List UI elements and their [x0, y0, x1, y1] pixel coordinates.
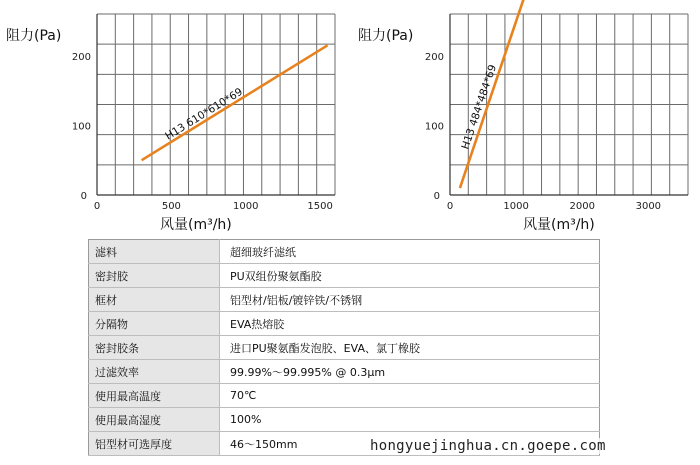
y-axis-title: 阻力(Pa)	[6, 28, 62, 44]
spec-label: 过滤效率	[89, 360, 220, 384]
spec-value: PU双组份聚氨酯胶	[220, 264, 600, 288]
x-tick-label: 500	[161, 201, 181, 212]
series-label: H13 484*484*69	[459, 63, 500, 151]
spec-row	[89, 288, 600, 312]
spec-label: 框材	[89, 288, 220, 312]
y-tick-label: 0	[433, 191, 440, 202]
spec-row	[89, 264, 600, 288]
x-tick-label: 0	[93, 201, 101, 212]
spec-label: 滤料	[89, 240, 220, 264]
spec-row	[89, 312, 600, 336]
x-tick-label: 1500	[307, 201, 333, 212]
series-line	[460, 0, 533, 188]
spec-value: 进口PU聚氨酯发泡胶、EVA、氯丁橡胶	[220, 336, 600, 360]
spec-label: 分隔物	[89, 312, 220, 336]
chart-2	[358, 0, 688, 233]
y-tick-label: 200	[424, 51, 444, 63]
x-axis-title: 风量(m³/h)	[523, 217, 595, 233]
x-tick-label: 1000	[233, 201, 259, 212]
site-watermark: hongyuejinghua.cn.goepe.com	[370, 438, 696, 454]
spec-value: EVA热熔胶	[220, 312, 600, 336]
spec-table-body	[89, 240, 600, 456]
spec-table	[88, 239, 600, 456]
x-tick-label: 3000	[635, 201, 662, 212]
x-tick-label: 0	[446, 201, 454, 212]
series-line	[142, 45, 328, 160]
y-tick-label: 100	[71, 121, 91, 133]
y-tick-label: 200	[71, 51, 91, 63]
y-axis-title: 阻力(Pa)	[358, 28, 414, 44]
spec-label: 使用最高湿度	[89, 408, 220, 432]
chart-1	[6, 14, 335, 233]
spec-row	[89, 240, 600, 264]
spec-row	[89, 384, 600, 408]
spec-row	[89, 336, 600, 360]
spec-row	[89, 360, 600, 384]
x-tick-label: 2000	[569, 201, 595, 212]
x-axis-title: 风量(m³/h)	[160, 217, 232, 233]
spec-label: 使用最高温度	[89, 384, 220, 408]
spec-label: 密封胶条	[89, 336, 220, 360]
spec-label: 铝型材可选厚度	[89, 432, 220, 456]
spec-label: 密封胶	[89, 264, 220, 288]
spec-value: 99.99%～99.995% @ 0.3μm	[220, 360, 600, 384]
y-tick-label: 0	[80, 191, 87, 202]
spec-value: 46～150mm	[220, 432, 600, 456]
y-tick-label: 100	[424, 121, 444, 133]
spec-value: 70℃	[220, 384, 600, 408]
x-tick-label: 1000	[503, 201, 529, 212]
series-label: H13 610*610*69	[163, 85, 245, 143]
spec-row	[89, 408, 600, 432]
spec-value: 100%	[220, 408, 600, 432]
spec-value: 铝型材/铝板/镀锌铁/不锈钢	[220, 288, 600, 312]
spec-value: 超细玻纤滤纸	[220, 240, 600, 264]
